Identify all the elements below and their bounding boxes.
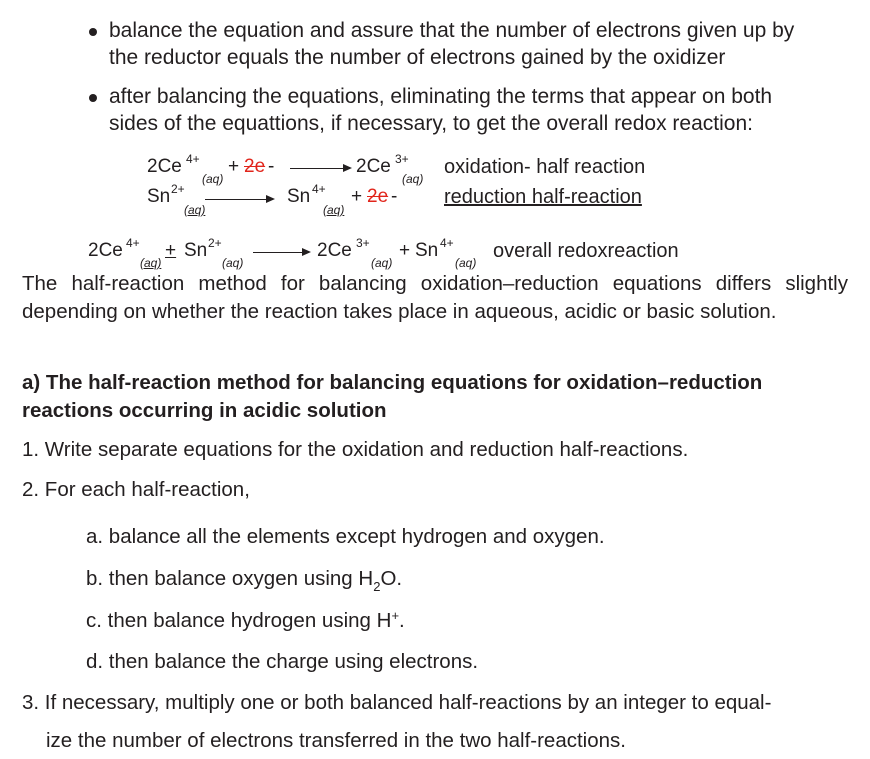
substep-c-superscript: + — [391, 608, 400, 623]
eq2-product: Sn — [287, 186, 311, 207]
eq2-plus: + — [351, 186, 363, 207]
eq2-reactant-charge: 2+ — [171, 182, 185, 196]
eq2-reactant-state: (aq) — [184, 203, 206, 217]
eq1-label: oxidation- half reaction — [444, 156, 646, 178]
bullet-2-line-1: after balancing the equations, eliminating the terms that appear on both — [109, 85, 773, 108]
substep-c — [86, 609, 405, 633]
eq3-product-1-state: (aq) — [371, 256, 393, 270]
eq1-reactant: 2Ce — [147, 156, 182, 177]
step-3-line-2: ize the number of electrons transferred in the two half-reactions. — [46, 729, 626, 752]
substep-b-text: b. then balance oxygen using H — [86, 567, 374, 590]
step-1: 1. Write separate equations for the oxidation and reduction half-reactions. — [22, 438, 689, 461]
eq1-product-state: (aq) — [402, 172, 424, 186]
eq2-electron-sign: - — [391, 186, 398, 207]
eq3-reactant-2: Sn — [184, 240, 208, 261]
substep-b-subscript: 2 — [373, 579, 381, 594]
eq3-product-1-charge: 3+ — [356, 236, 370, 250]
eq1-product-charge: 3+ — [395, 152, 409, 166]
eq2-arrow — [205, 199, 273, 200]
substep-d: d. then balance the charge using electrons. — [86, 650, 479, 673]
eq1-arrow — [290, 168, 350, 169]
bullet-2-line-2: sides of the equattions, if necessary, to get the overall redox reaction: — [109, 112, 753, 135]
substep-a: a. balance all the elements except hydrogen and oxygen. — [86, 525, 605, 548]
bullet-dot — [89, 28, 97, 36]
eq3-product-1: 2Ce — [317, 240, 352, 261]
eq1-electron-sign: - — [268, 156, 275, 177]
substep-b — [86, 567, 403, 594]
eq1-plus: + — [228, 156, 240, 177]
substep-b-end: O. — [380, 567, 403, 590]
eq3-reactant-1-charge: 4+ — [126, 236, 140, 250]
eq3-plus-1: + — [165, 240, 177, 261]
eq3-label: overall redoxreaction — [493, 240, 679, 262]
eq2-product-state: (aq) — [323, 203, 345, 217]
bullet-1-line-1: balance the equation and assure that the number of electrons given up by — [109, 19, 795, 42]
eq1-reactant-state: (aq) — [202, 172, 224, 186]
eq1-electrons: 2e — [244, 156, 266, 177]
eq3-plus-2: + — [399, 240, 411, 261]
eq3-arrow — [253, 252, 309, 253]
bullet-dot — [89, 94, 97, 102]
eq3-reactant-1: 2Ce — [88, 240, 123, 261]
eq3-product-2: Sn — [415, 240, 439, 261]
step-2: 2. For each half-reaction, — [22, 478, 250, 501]
bullet-1-line-2: the reductor equals the number of electrons gained by the oxidizer — [109, 46, 726, 69]
eq2-label: reduction half-reaction — [444, 186, 642, 208]
section-heading: a) The half-reaction method for balancing equations for oxidation–reduction reactions occurring in acidic solution — [22, 371, 763, 422]
eq3-product-2-state: (aq) — [455, 256, 477, 270]
substep-c-text: c. then balance hydrogen using H — [86, 609, 392, 632]
eq3-reactant-1-state: (aq) — [140, 256, 162, 270]
eq3-reactant-2-charge: 2+ — [208, 236, 222, 250]
substep-c-end: . — [399, 609, 405, 632]
eq3-product-2-charge: 4+ — [440, 236, 454, 250]
eq1-product: 2Ce — [356, 156, 391, 177]
eq2-reactant: Sn — [147, 186, 171, 207]
intro-paragraph: The half-reaction method for balancing oxidation–reduction equations differs slightly depending on whether the reaction takes place in aqueous, acidic or basic solution. — [22, 272, 848, 323]
eq2-electrons: 2e — [367, 186, 389, 207]
step-3-line-1: 3. If necessary, multiply one or both balanced half-reactions by an integer to equal- — [22, 691, 772, 714]
eq1-reactant-charge: 4+ — [186, 152, 200, 166]
eq2-product-charge: 4+ — [312, 182, 326, 196]
eq3-reactant-2-state: (aq) — [222, 256, 244, 270]
